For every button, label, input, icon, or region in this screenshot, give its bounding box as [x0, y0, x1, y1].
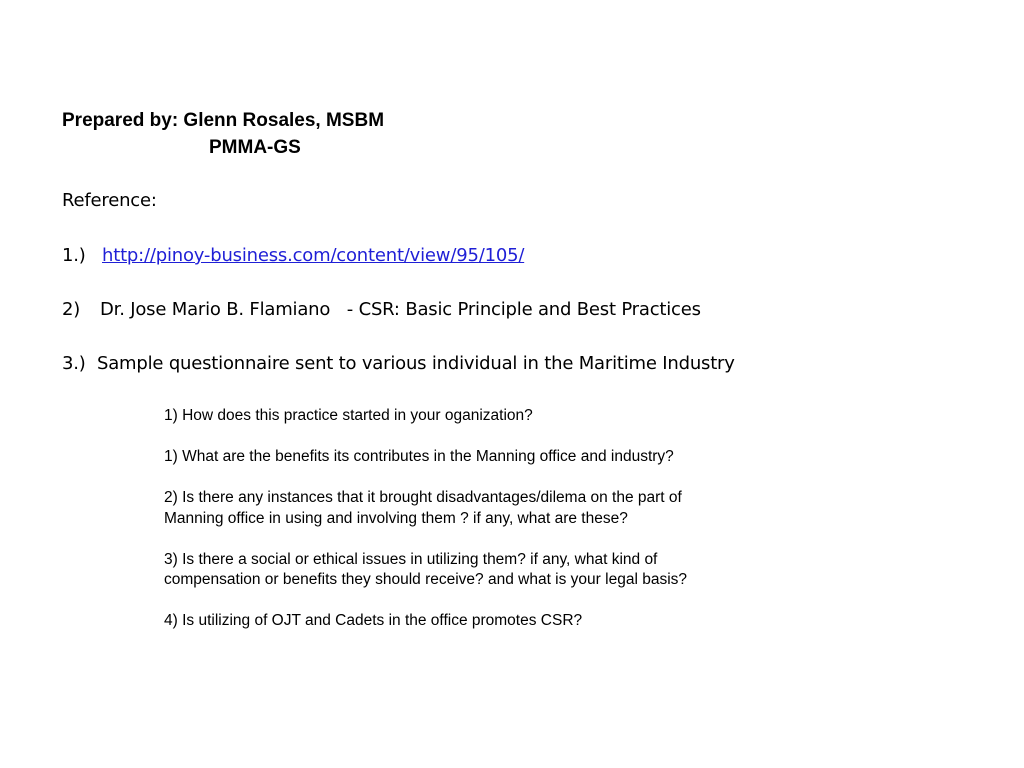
- question-line: 2) Is there any instances that it brought disadvantages/dilema on the part of: [164, 489, 682, 506]
- reference-item-1: [62, 244, 524, 268]
- question-item: [164, 611, 764, 632]
- reference-link[interactable]: http://pinoy-business.com/content/view/95/105/: [102, 245, 525, 266]
- question-line: 1) How does this practice started in your oganization?: [164, 407, 533, 424]
- reference-heading: Reference:: [62, 190, 157, 211]
- question-item: [164, 406, 764, 427]
- reference-item-2: [62, 298, 701, 322]
- reference-text: Sample questionnaire sent to various individual in the Maritime Industry: [97, 353, 735, 374]
- question-line: 3) Is there a social or ethical issues in utilizing them? if any, what kind of: [164, 550, 658, 568]
- prepared-by-affiliation: PMMA-GS: [209, 137, 301, 158]
- questionnaire-list: [164, 406, 764, 652]
- reference-item-3: [62, 352, 735, 376]
- prepared-by-block: [62, 107, 384, 161]
- question-item: [164, 488, 764, 529]
- question-line: Manning office in using and involving them ? if any, what are these?: [164, 509, 628, 527]
- question-item: [164, 447, 764, 468]
- question-line: compensation or benefits they should receive? and what is your legal basis?: [164, 571, 688, 588]
- prepared-by-line: Prepared by: Glenn Rosales, MSBM: [62, 110, 385, 131]
- reference-number: 2): [62, 299, 81, 320]
- question-line: 4) Is utilizing of OJT and Cadets in the office promotes CSR?: [164, 612, 583, 629]
- reference-text: Dr. Jose Mario B. Flamiano - CSR: Basic Principle and Best Practices: [100, 299, 701, 320]
- question-item: [164, 550, 764, 591]
- question-line: 1) What are the benefits its contributes in the Manning office and industry?: [164, 448, 674, 465]
- reference-number: 3.): [62, 353, 86, 374]
- reference-number: 1.): [62, 245, 86, 266]
